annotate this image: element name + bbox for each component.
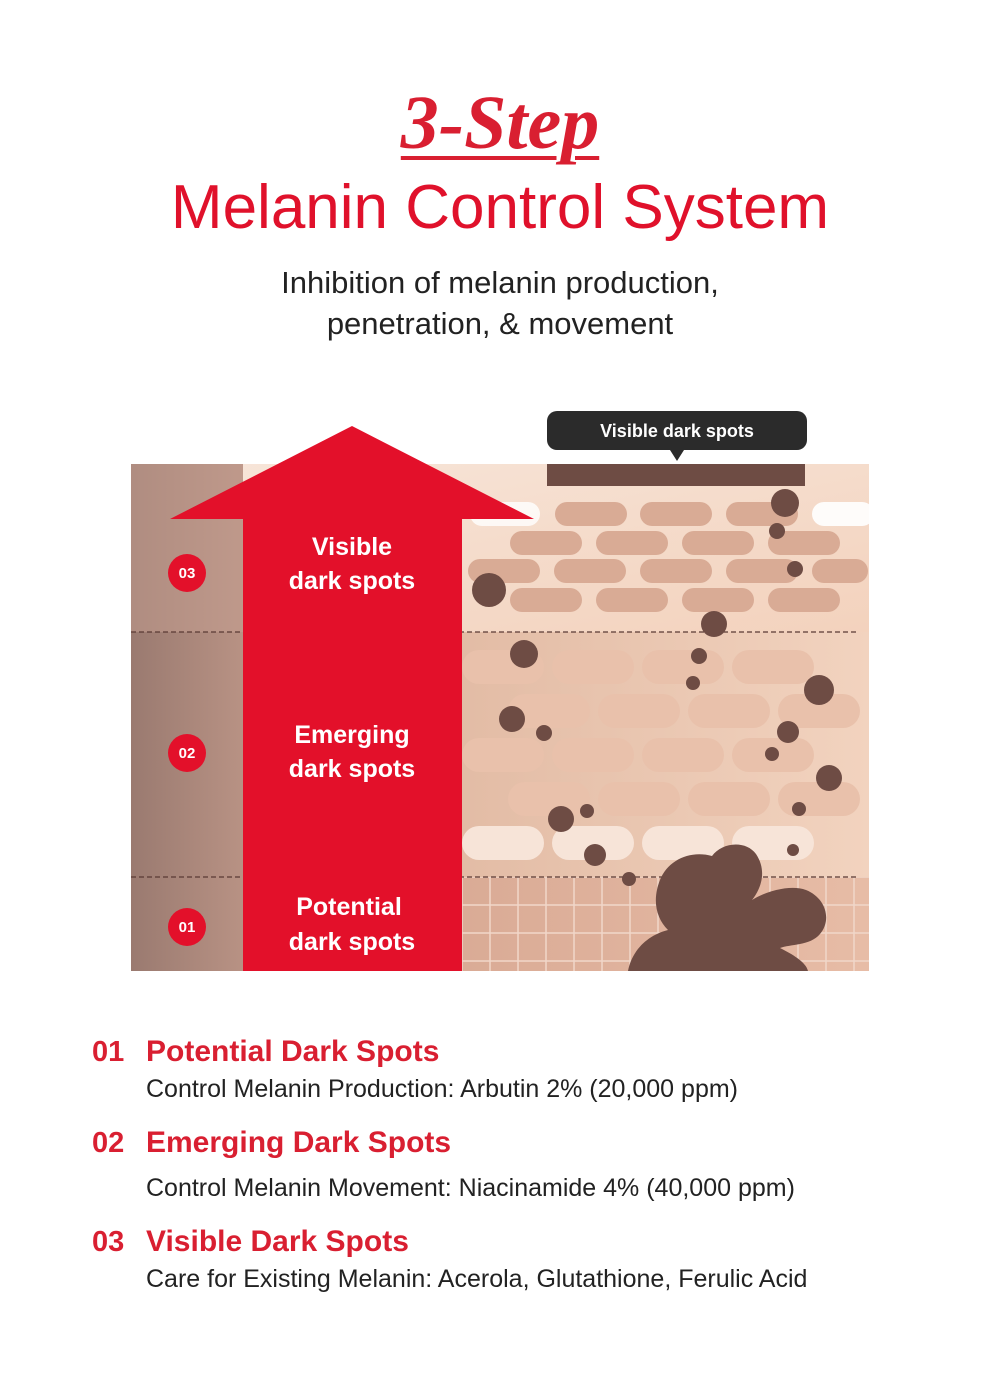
subtitle-line-2: penetration, & movement [326, 306, 674, 341]
badge-03-text: 03 [178, 565, 196, 582]
step-item [92, 1225, 972, 1294]
level-02-line1: Emerging [294, 721, 410, 749]
level-03-line1: Visible [311, 533, 393, 561]
step-description: Care for Existing Melanin: Acerola, Glutathione, Ferulic Acid [146, 1265, 808, 1293]
step-title: Potential Dark Spots [146, 1035, 440, 1068]
step-number: 03 [92, 1226, 125, 1258]
step-number: 02 [92, 1127, 125, 1159]
level-02-line2: dark spots [288, 755, 416, 783]
level-01-line1: Potential [296, 893, 402, 921]
step-title: Visible Dark Spots [146, 1225, 409, 1258]
title-step-text: 3-Step [400, 81, 600, 165]
step-number: 01 [92, 1036, 125, 1068]
page-title: Melanin Control System [170, 173, 830, 242]
level-03-line2: dark spots [288, 567, 416, 595]
subtitle-line-1: Inhibition of melanin production, [281, 265, 719, 300]
badge-01-text: 01 [178, 919, 196, 936]
steps-list [92, 1035, 972, 1308]
tooltip-text: Visible dark spots [600, 421, 754, 441]
level-01-line2: dark spots [288, 928, 416, 956]
step-title: Emerging Dark Spots [146, 1126, 452, 1159]
step-item [92, 1126, 972, 1203]
step-description: Control Melanin Movement: Niacinamide 4% (40,000 ppm) [146, 1174, 795, 1202]
badge-02-text: 02 [178, 745, 196, 762]
step-item [92, 1035, 972, 1104]
tooltip [547, 411, 807, 461]
step-description: Control Melanin Production: Arbutin 2% (20,000 ppm) [146, 1075, 738, 1103]
visible-spots-band [547, 464, 805, 486]
